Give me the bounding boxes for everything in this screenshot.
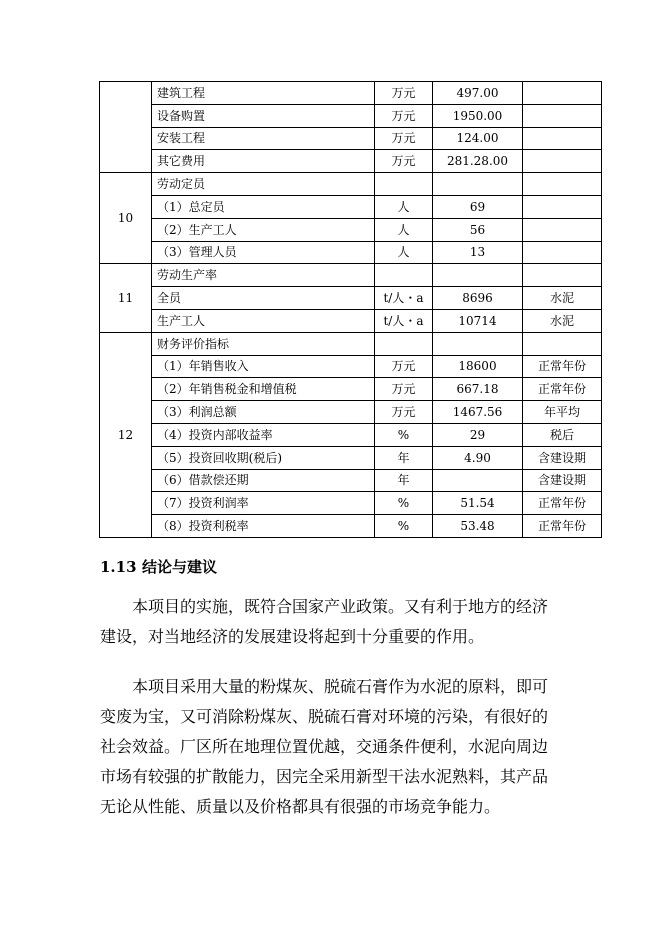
indicator-table — [99, 81, 602, 538]
value-cell: 1467.56 — [433, 401, 523, 424]
note-cell — [523, 218, 602, 241]
value-cell: 667.18 — [433, 378, 523, 401]
note-cell: 正常年份 — [523, 378, 602, 401]
table-row — [100, 378, 602, 401]
note-cell — [523, 150, 602, 173]
table-row — [100, 401, 602, 424]
unit-cell: % — [375, 515, 433, 538]
unit-cell — [375, 173, 433, 196]
unit-cell: % — [375, 492, 433, 515]
unit-cell — [375, 264, 433, 287]
table-row — [100, 241, 602, 264]
unit-cell: 万元 — [375, 127, 433, 150]
item-cell: （6）借款偿还期 — [152, 469, 375, 492]
item-cell: （3）管理人员 — [152, 241, 375, 264]
unit-cell: 人 — [375, 195, 433, 218]
unit-cell: 万元 — [375, 355, 433, 378]
unit-cell: % — [375, 423, 433, 446]
item-cell: （1）总定员 — [152, 195, 375, 218]
note-cell: 税后 — [523, 423, 602, 446]
group-number-cell: 12 — [100, 332, 152, 537]
table-row — [100, 127, 602, 150]
unit-cell: 万元 — [375, 401, 433, 424]
table-row — [100, 150, 602, 173]
group-number-cell: 10 — [100, 173, 152, 264]
value-cell: 18600 — [433, 355, 523, 378]
item-cell: （5）投资回收期(税后) — [152, 446, 375, 469]
value-cell: 69 — [433, 195, 523, 218]
table-row — [100, 446, 602, 469]
table-row — [100, 218, 602, 241]
note-cell — [523, 127, 602, 150]
note-cell — [523, 332, 602, 355]
item-cell: （2）年销售税金和增值税 — [152, 378, 375, 401]
item-cell: 劳动生产率 — [152, 264, 375, 287]
note-cell — [523, 82, 602, 105]
unit-cell: 人 — [375, 218, 433, 241]
unit-cell: 万元 — [375, 378, 433, 401]
item-cell: （4）投资内部收益率 — [152, 423, 375, 446]
value-cell: 4.90 — [433, 446, 523, 469]
table-row — [100, 264, 602, 287]
note-cell: 含建设期 — [523, 446, 602, 469]
item-cell: （3）利润总额 — [152, 401, 375, 424]
unit-cell: 万元 — [375, 104, 433, 127]
item-cell: 其它费用 — [152, 150, 375, 173]
table-row — [100, 287, 602, 310]
paragraph-conclusion-1: 本项目的实施，既符合国家产业政策。又有利于地方的经济建设，对当地经济的发展建设将起到十分重要的作用。 — [100, 597, 549, 646]
value-cell: 497.00 — [433, 82, 523, 105]
note-cell: 水泥 — [523, 287, 602, 310]
note-cell: 年平均 — [523, 401, 602, 424]
note-cell: 含建设期 — [523, 469, 602, 492]
item-cell: （8）投资利税率 — [152, 515, 375, 538]
value-cell: 8696 — [433, 287, 523, 310]
value-cell — [433, 264, 523, 287]
table-row — [100, 492, 602, 515]
table-row — [100, 173, 602, 196]
table-row — [100, 355, 602, 378]
table-row — [100, 515, 602, 538]
table-row — [100, 332, 602, 355]
note-cell: 正常年份 — [523, 492, 602, 515]
value-cell: 29 — [433, 423, 523, 446]
paragraph-conclusion-2: 本项目采用大量的粉煤灰、脱硫石膏作为水泥的原料，即可变废为宝，又可消除粉煤灰、脱硫石膏对环境的污染，有很好的社会效益。厂区所在地理位置优越，交通条件便利，水泥向周边市场有较强的扩散能力，因完全采用新型干法水泥熟料，其产品无论从性能、质量以及价格都具有很强的市场竞争能力。 — [100, 677, 549, 816]
unit-cell: 万元 — [375, 150, 433, 173]
unit-cell: 人 — [375, 241, 433, 264]
note-cell — [523, 173, 602, 196]
group-number-cell — [100, 82, 152, 173]
unit-cell: 万元 — [375, 82, 433, 105]
unit-cell: 年 — [375, 446, 433, 469]
table-row — [100, 104, 602, 127]
item-cell: 安装工程 — [152, 127, 375, 150]
section-heading — [100, 556, 217, 577]
value-cell: 10714 — [433, 309, 523, 332]
section-title: 结论与建议 — [142, 558, 218, 576]
section-number: 1.13 — [100, 558, 137, 576]
value-cell: 124.00 — [433, 127, 523, 150]
table-row — [100, 309, 602, 332]
value-cell — [433, 173, 523, 196]
note-cell — [523, 241, 602, 264]
item-cell: 生产工人 — [152, 309, 375, 332]
unit-cell: t/人・a — [375, 287, 433, 310]
value-cell — [433, 332, 523, 355]
item-cell: （2）生产工人 — [152, 218, 375, 241]
item-cell: 设备购置 — [152, 104, 375, 127]
item-cell: 劳动定员 — [152, 173, 375, 196]
unit-cell: t/人・a — [375, 309, 433, 332]
table-row — [100, 195, 602, 218]
note-cell — [523, 195, 602, 218]
table-row — [100, 423, 602, 446]
item-cell: （1）年销售收入 — [152, 355, 375, 378]
table-row — [100, 469, 602, 492]
value-cell — [433, 469, 523, 492]
item-cell: 建筑工程 — [152, 82, 375, 105]
note-cell — [523, 264, 602, 287]
note-cell: 正常年份 — [523, 355, 602, 378]
unit-cell: 年 — [375, 469, 433, 492]
group-number-cell: 11 — [100, 264, 152, 332]
item-cell: 全员 — [152, 287, 375, 310]
value-cell: 281.28.00 — [433, 150, 523, 173]
unit-cell — [375, 332, 433, 355]
item-cell: 财务评价指标 — [152, 332, 375, 355]
table-row — [100, 82, 602, 105]
value-cell: 56 — [433, 218, 523, 241]
value-cell: 51.54 — [433, 492, 523, 515]
value-cell: 13 — [433, 241, 523, 264]
note-cell: 水泥 — [523, 309, 602, 332]
note-cell — [523, 104, 602, 127]
note-cell: 正常年份 — [523, 515, 602, 538]
value-cell: 1950.00 — [433, 104, 523, 127]
value-cell: 53.48 — [433, 515, 523, 538]
item-cell: （7）投资利润率 — [152, 492, 375, 515]
